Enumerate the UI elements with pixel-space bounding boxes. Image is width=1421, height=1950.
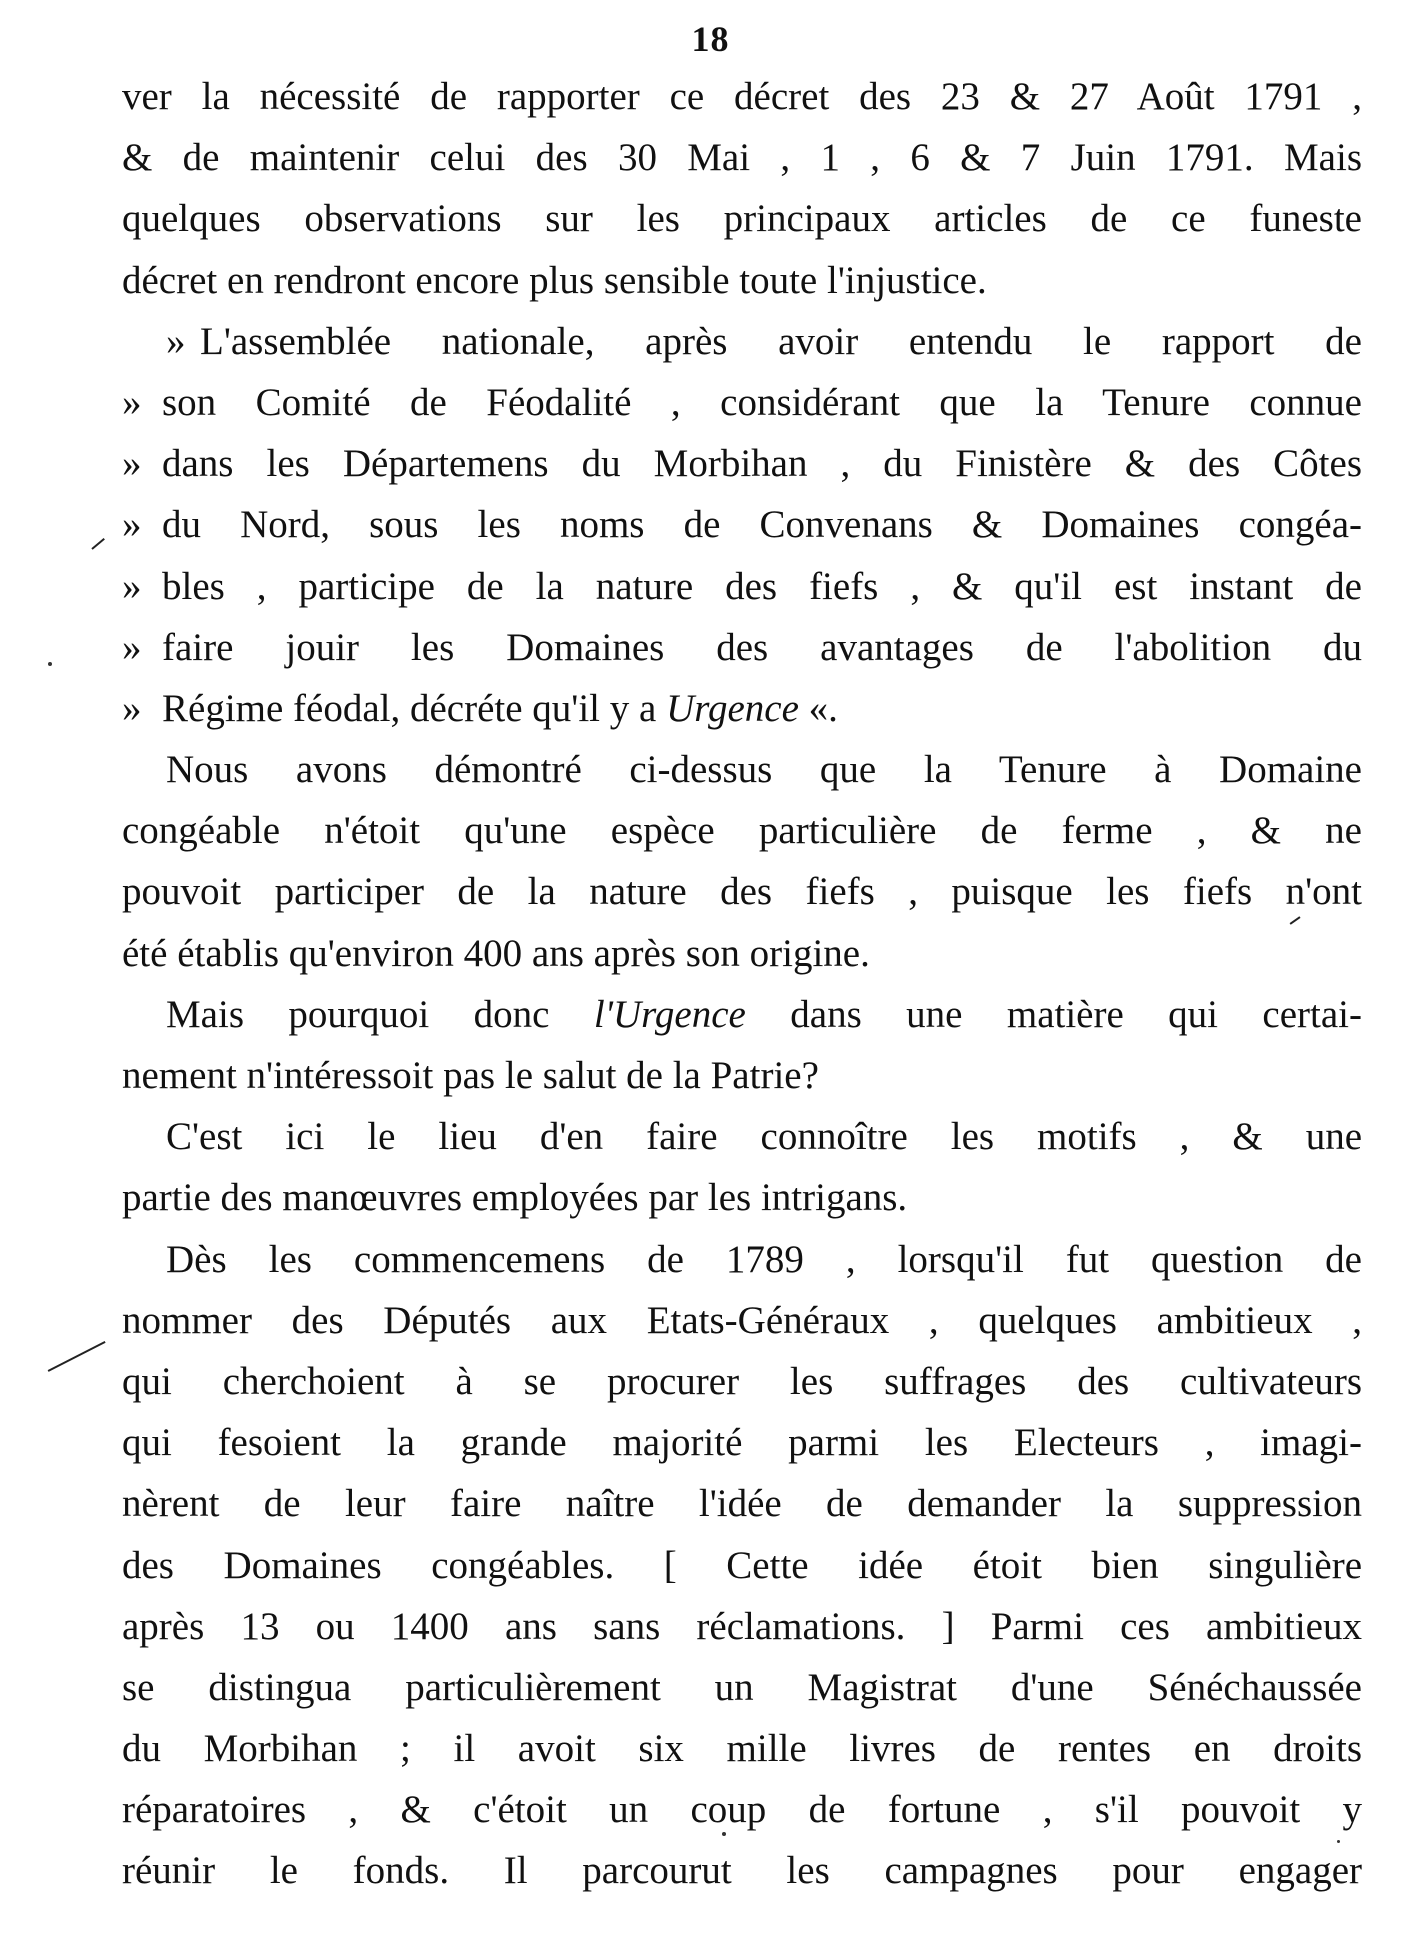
text-line [122, 1473, 1362, 1534]
line-text: quelques observations sur les principaux articles de ce funeste [122, 197, 1362, 241]
line-text: réparatoires , & c'étoit un coup de fortune , s'il pouvoit y [122, 1788, 1362, 1832]
line-text: qui cherchoient à se procurer les suffrages des cultivateurs [122, 1359, 1362, 1403]
text-line [122, 311, 1362, 372]
quote-mark: » [166, 319, 186, 363]
line-text-continued: dans une matière qui certai- [745, 992, 1362, 1036]
line-text: été établis qu'environ 400 ans après son origine. [122, 931, 870, 975]
line-text: Régime féodal, décréte qu'il y a [162, 686, 667, 730]
text-line [122, 1657, 1362, 1718]
line-text: congéable n'étoit qu'une espèce particulière de ferme , & ne [122, 809, 1362, 853]
margin-tick-mark [91, 538, 105, 550]
quote-mark: » [122, 442, 142, 486]
text-line [122, 1412, 1362, 1473]
text-line [122, 1106, 1362, 1167]
text-line [122, 433, 1362, 494]
text-line [122, 556, 1362, 617]
line-text: son Comité de Féodalité , considérant que la Tenure connue [162, 380, 1362, 424]
line-text: nommer des Députés aux Etats-Généraux , quelques ambitieux , [122, 1298, 1362, 1342]
body-text [122, 66, 1362, 1902]
text-line [122, 1718, 1362, 1779]
text-line [122, 800, 1362, 861]
line-text: décret en rendront encore plus sensible toute l'injustice. [122, 258, 987, 302]
margin-dot [48, 662, 52, 666]
text-line [122, 1351, 1362, 1412]
line-text-continued: «. [798, 686, 838, 730]
line-text: faire jouir les Domaines des avantages de l'abolition du [162, 625, 1362, 669]
text-line [122, 984, 1362, 1045]
line-text: du Morbihan ; il avoit six mille livres de rentes en droits [122, 1727, 1362, 1771]
quote-mark: » [122, 503, 142, 547]
text-line [122, 1779, 1362, 1840]
line-text: Nous avons démontré ci-dessus que la Tenure à Domaine [166, 748, 1362, 792]
text-line [122, 127, 1362, 188]
line-text: Mais pourquoi donc [166, 992, 594, 1036]
line-text: des Domaines congéables. [ Cette idée étoit bien singulière [122, 1543, 1362, 1587]
text-line [122, 739, 1362, 800]
text-line [122, 494, 1362, 555]
text-line [122, 1535, 1362, 1596]
line-text: réunir le fonds. Il parcourut les campagnes pour engager [122, 1849, 1362, 1893]
text-line [122, 1290, 1362, 1351]
text-line [122, 372, 1362, 433]
text-line [122, 617, 1362, 678]
italic-text: l'Urgence [593, 992, 746, 1036]
line-text: qui fesoient la grande majorité parmi les Electeurs , imagi- [122, 1421, 1362, 1465]
line-text: L'assemblée nationale, après avoir entendu le rapport de [200, 319, 1362, 363]
text-line [122, 678, 1362, 739]
line-text: pouvoit participer de la nature des fiefs , puisque les fiefs n'ont [122, 870, 1362, 914]
quote-mark: » [122, 564, 142, 608]
text-line [122, 66, 1362, 127]
quote-mark: » [122, 625, 142, 669]
text-line [122, 1596, 1362, 1657]
page-dot [722, 1832, 726, 1836]
line-text: Dès les commencemens de 1789 , lorsqu'il fut question de [166, 1237, 1362, 1281]
italic-text: Urgence [666, 686, 799, 730]
line-text: partie des manœuvres employées par les intrigans. [122, 1176, 908, 1220]
text-line [122, 1045, 1362, 1106]
text-line [122, 188, 1362, 249]
page-dot [1337, 1840, 1340, 1843]
line-text: se distingua particulièrement un Magistrat d'une Sénéchaussée [122, 1665, 1362, 1709]
text-line [122, 250, 1362, 311]
line-text: dans les Départemens du Morbihan , du Finistère & des Côtes [162, 442, 1362, 486]
page-number: 18 [691, 19, 730, 59]
line-text: C'est ici le lieu d'en faire connoître les motifs , & une [166, 1115, 1362, 1159]
text-line [122, 923, 1362, 984]
margin-stroke-mark [48, 1341, 106, 1371]
text-line [122, 1840, 1362, 1901]
line-text: après 13 ou 1400 ans sans réclamations. ] Parmi ces ambitieux [122, 1604, 1362, 1648]
line-text: nèrent de leur faire naître l'idée de demander la suppression [122, 1482, 1362, 1526]
text-line [122, 1229, 1362, 1290]
line-text: bles , participe de la nature des fiefs , & qu'il est instant de [162, 564, 1362, 608]
text-line [122, 861, 1362, 922]
line-text: du Nord, sous les noms de Convenans & Domaines congéa- [162, 503, 1362, 547]
line-text: nement n'intéressoit pas le salut de la Patrie? [122, 1054, 819, 1097]
text-line [122, 1167, 1362, 1228]
quote-mark: » [122, 686, 142, 730]
quote-mark: » [122, 380, 142, 424]
line-text: & de maintenir celui des 30 Mai , 1 , 6 & 7 Juin 1791. Mais [122, 136, 1362, 180]
line-text: ver la nécessité de rapporter ce décret des 23 & 27 Août 1791 , [122, 75, 1362, 118]
